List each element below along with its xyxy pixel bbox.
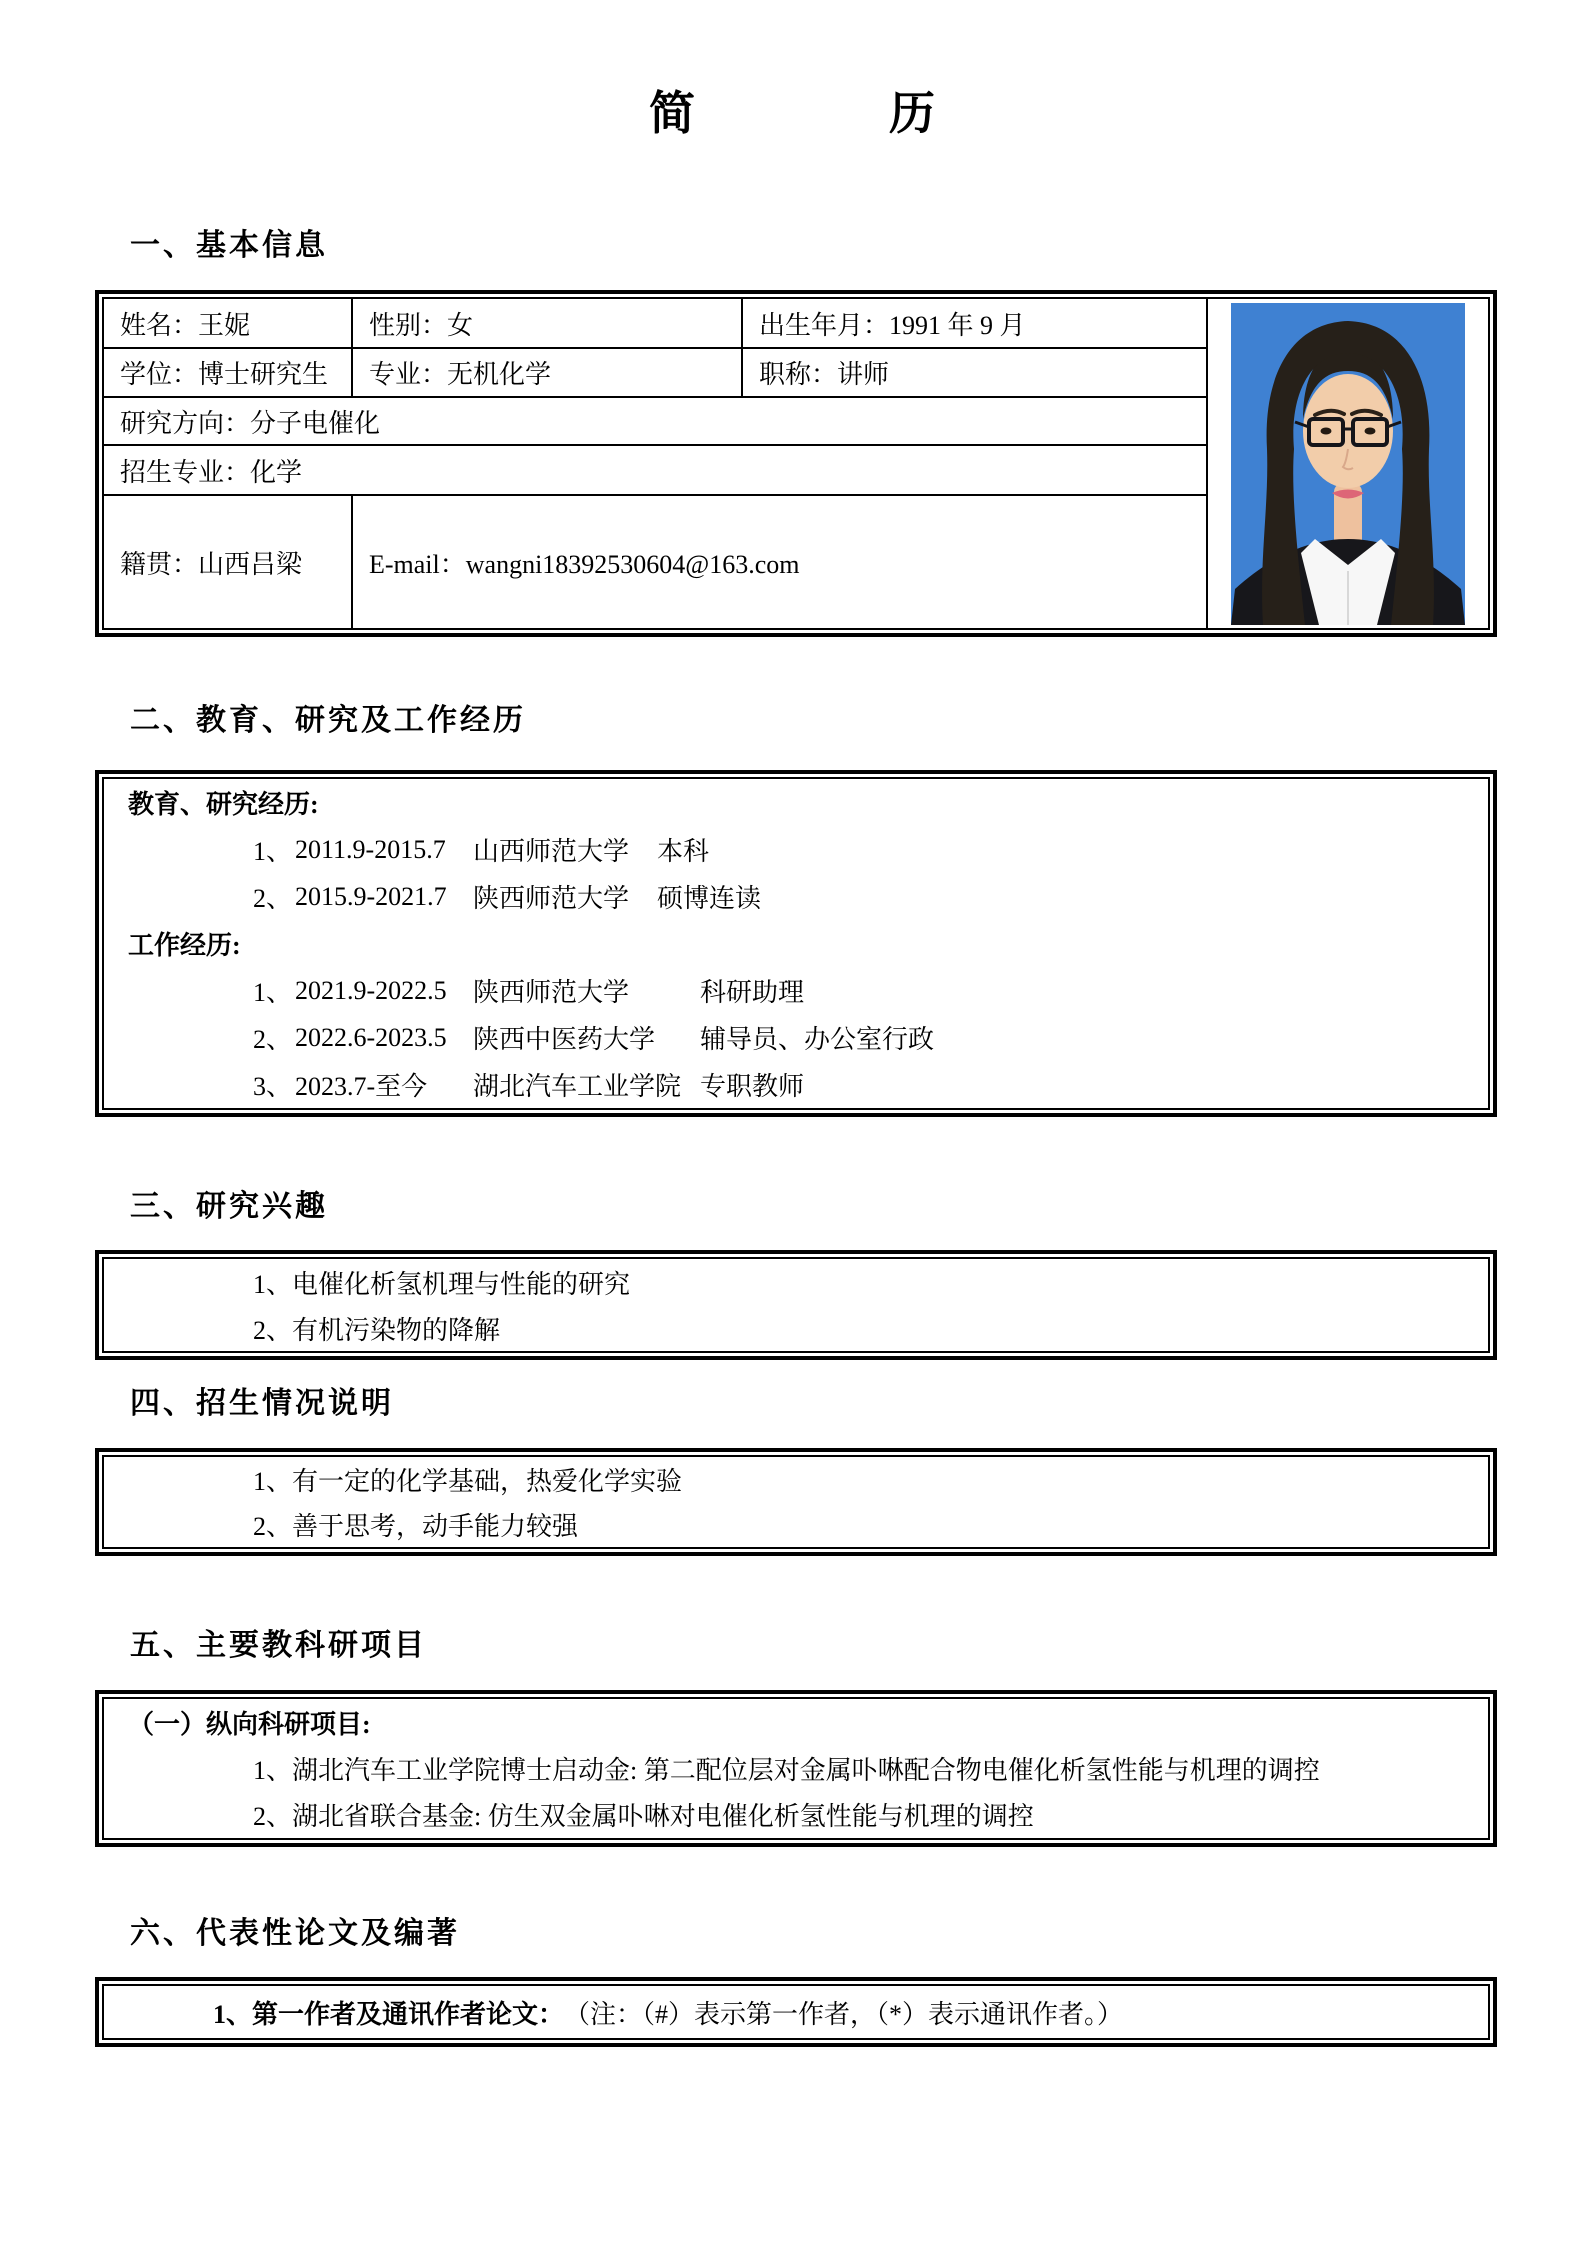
section-heading-projects: 五、主要教科研项目 (130, 1629, 427, 1662)
section-heading-interests: 三、研究兴趣 (130, 1190, 328, 1223)
cell-birth: 出生年月：1991 年 9 月 (743, 299, 1208, 349)
cell-name: 姓名：王妮 (104, 299, 353, 349)
cell-enrollment-major: 招生专业：化学 (104, 446, 1208, 496)
enrollment-box (95, 1448, 1497, 1556)
work-item: 1、 2021.9-2022.5 陕西师范大学 科研助理 (253, 975, 805, 1007)
cell-job-title: 职称：讲师 (743, 349, 1208, 398)
id-photo (1231, 303, 1465, 625)
cell-research-direction: 研究方向：分子电催化 (104, 398, 1208, 446)
enrollment-item: 2、善于思考，动手能力较强 (253, 1512, 579, 1541)
work-item: 2、 2022.6-2023.5 陕西中医药大学 辅导员、办公室行政 (253, 1022, 935, 1054)
project-item: 2、湖北省联合基金: 仿生双金属卟啉对电催化析氢性能与机理的调控 (253, 1801, 1034, 1831)
projects-box (95, 1690, 1497, 1847)
projects-sub-label: （一）纵向科研项目: (128, 1709, 371, 1739)
photo-cell (1208, 299, 1488, 628)
education-label: 教育、研究经历: (128, 790, 319, 819)
publications-note: （注：（#）表示第一作者，（*）表示通讯作者。） (564, 1999, 1124, 2029)
education-item: 2、 2015.9-2021.7 陕西师范大学 硕博连读 (253, 881, 762, 913)
cell-degree: 学位：博士研究生 (104, 349, 353, 398)
interests-box (95, 1250, 1497, 1360)
section-heading-publications: 六、代表性论文及编著 (130, 1917, 460, 1950)
cell-email: E-mail：wangni18392530604@163.com (353, 496, 1208, 628)
section-heading-basic-info: 一、基本信息 (130, 229, 328, 262)
education-item: 1、 2011.9-2015.7 山西师范大学 本科 (253, 834, 710, 866)
experience-box (95, 770, 1497, 1117)
publications-box (95, 1977, 1497, 2047)
document-title: 简 历 (649, 88, 937, 139)
cell-gender: 性别：女 (353, 299, 743, 349)
basic-info-table (104, 299, 1488, 628)
cell-major: 专业：无机化学 (353, 349, 743, 398)
publications-lead-line (104, 1986, 1488, 2038)
interest-item: 2、有机污染物的降解 (253, 1315, 501, 1345)
basic-info-box (95, 290, 1497, 637)
publications-lead: 1、第一作者及通讯作者论文： (213, 1999, 565, 2029)
work-item: 3、 2023.7-至今 湖北汽车工业学院 专职教师 (253, 1072, 805, 1101)
work-label: 工作经历: (128, 931, 241, 960)
section-heading-enrollment: 四、招生情况说明 (130, 1387, 394, 1420)
interest-item: 1、电催化析氢机理与性能的研究 (253, 1269, 631, 1299)
enrollment-item: 1、有一定的化学基础，热爱化学实验 (253, 1467, 683, 1496)
cell-hometown: 籍贯：山西吕梁 (104, 496, 353, 628)
section-heading-experience: 二、教育、研究及工作经历 (130, 704, 526, 737)
project-item: 1、湖北汽车工业学院博士启动金: 第二配位层对金属卟啉配合物电催化析氢性能与机理的调控 (253, 1755, 1320, 1785)
